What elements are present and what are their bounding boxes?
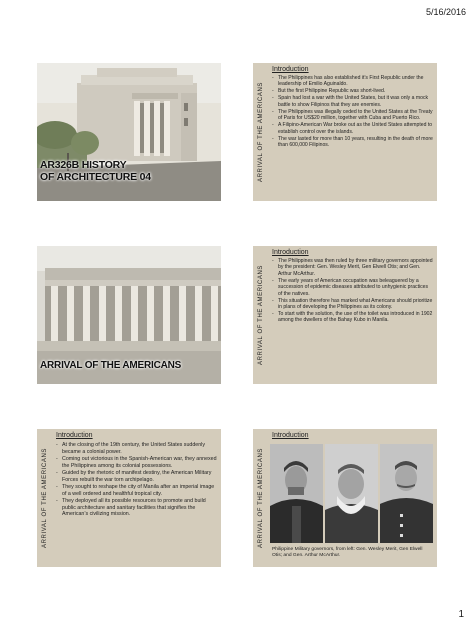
bullet-item: - The Philippines has also established it’s First Republic under the leadership of Emilio Aguinaldo. — [278, 75, 433, 88]
slide-heading: Introduction — [272, 432, 309, 439]
bullet-item: - The early years of American occupation was beleaguered by a succession of epidemic diseases attributed to unhygienic practices of the natives. — [278, 278, 433, 297]
bullet-item: - But the first Philippine Republic was short-lived. — [278, 88, 433, 94]
slide-introduction-1 — [253, 63, 437, 201]
slide-title-history — [37, 63, 221, 201]
bullet-item: - Coming out victorious in the Spanish-American war, they annexed the Philippines among its colonial possessions. — [62, 456, 217, 469]
portrait-otis — [325, 444, 378, 543]
side-label: ARRIVAL OF THE AMERICANS — [42, 448, 48, 548]
bullet-item: - Guided by the rhetoric of manifest destiny, the American Military Forces rebuilt the war torn archipelago. — [62, 470, 217, 483]
bullet-item: - To start with the solution, the use of the toilet was introduced in 1902 among the dwellers of the Bahay Kubo in Manila. — [278, 311, 433, 324]
bullet-list — [270, 75, 433, 149]
bullet-item: - At the closing of the 19th century, the United States suddenly became a colonial power. — [62, 442, 217, 455]
slide-introduction-4 — [253, 429, 437, 567]
slide-heading: Introduction — [272, 249, 309, 256]
bullet-list — [270, 258, 433, 324]
slide-heading: Introduction — [272, 66, 309, 73]
bullet-item: - The war lasted for more than 10 years, resulting in the death of more than 600,000 Filipinos. — [278, 136, 433, 149]
slide-title — [40, 159, 151, 183]
header-date: 5/16/2016 — [425, 7, 466, 17]
side-label: ARRIVAL OF THE AMERICANS — [258, 448, 264, 548]
slide-title: ARRIVAL OF THE AMERICANS — [40, 360, 182, 371]
bullet-item: - They deployed all its possible resources to promote and build public architecture and sanitary facilities that signifies the American’s civilizing mission. — [62, 498, 217, 518]
side-label: ARRIVAL OF THE AMERICANS — [258, 82, 264, 182]
bullet-list — [54, 442, 217, 519]
portrait-row — [270, 444, 434, 543]
slide-heading: Introduction — [56, 432, 93, 439]
bullet-item: - This situation therefore has marked what Americans should prioritize in plans of developing the Philippines as its colony. — [278, 298, 433, 311]
slide-introduction-3 — [37, 429, 221, 567]
bullet-item: - The Philippines was illegally ceded to the United States at the Treaty of Paris for US$20 million, together with Cuba and Puerto Rico. — [278, 109, 433, 122]
portrait-merit — [270, 444, 323, 543]
title-line-2: OF ARCHITECTURE 04 — [40, 171, 151, 183]
slide-arrival-title — [37, 246, 221, 384]
side-label: ARRIVAL OF THE AMERICANS — [258, 265, 264, 365]
page-number: 1 — [458, 609, 464, 620]
bullet-item: - A Filipino-American War broke out as the United States attempted to establish control over the islands. — [278, 122, 433, 135]
slide-introduction-2 — [253, 246, 437, 384]
title-line-1: AR326B HISTORY — [40, 159, 127, 171]
bullet-item: - The Philippines was then ruled by three military governors appointed by the president: Gen. Wesley Merit, Gen Elwell Otis; and Gen. Arthur McArthur. — [278, 258, 433, 277]
portrait-caption: Philippine Military governors, from left: Gen. Wesley Merit, Gen Elwell Otis; and Gen. Arthur McArthur. — [272, 547, 423, 558]
bullet-item: - Spain had lost a war with the United States, but it was only a mock battle to show Filipinos that they are enemies. — [278, 95, 433, 108]
portrait-mcarthur — [380, 444, 433, 543]
bullet-item: - They sought to reshape the city of Manila after an imperial image of a well ordered and healthful tropical city. — [62, 484, 217, 497]
